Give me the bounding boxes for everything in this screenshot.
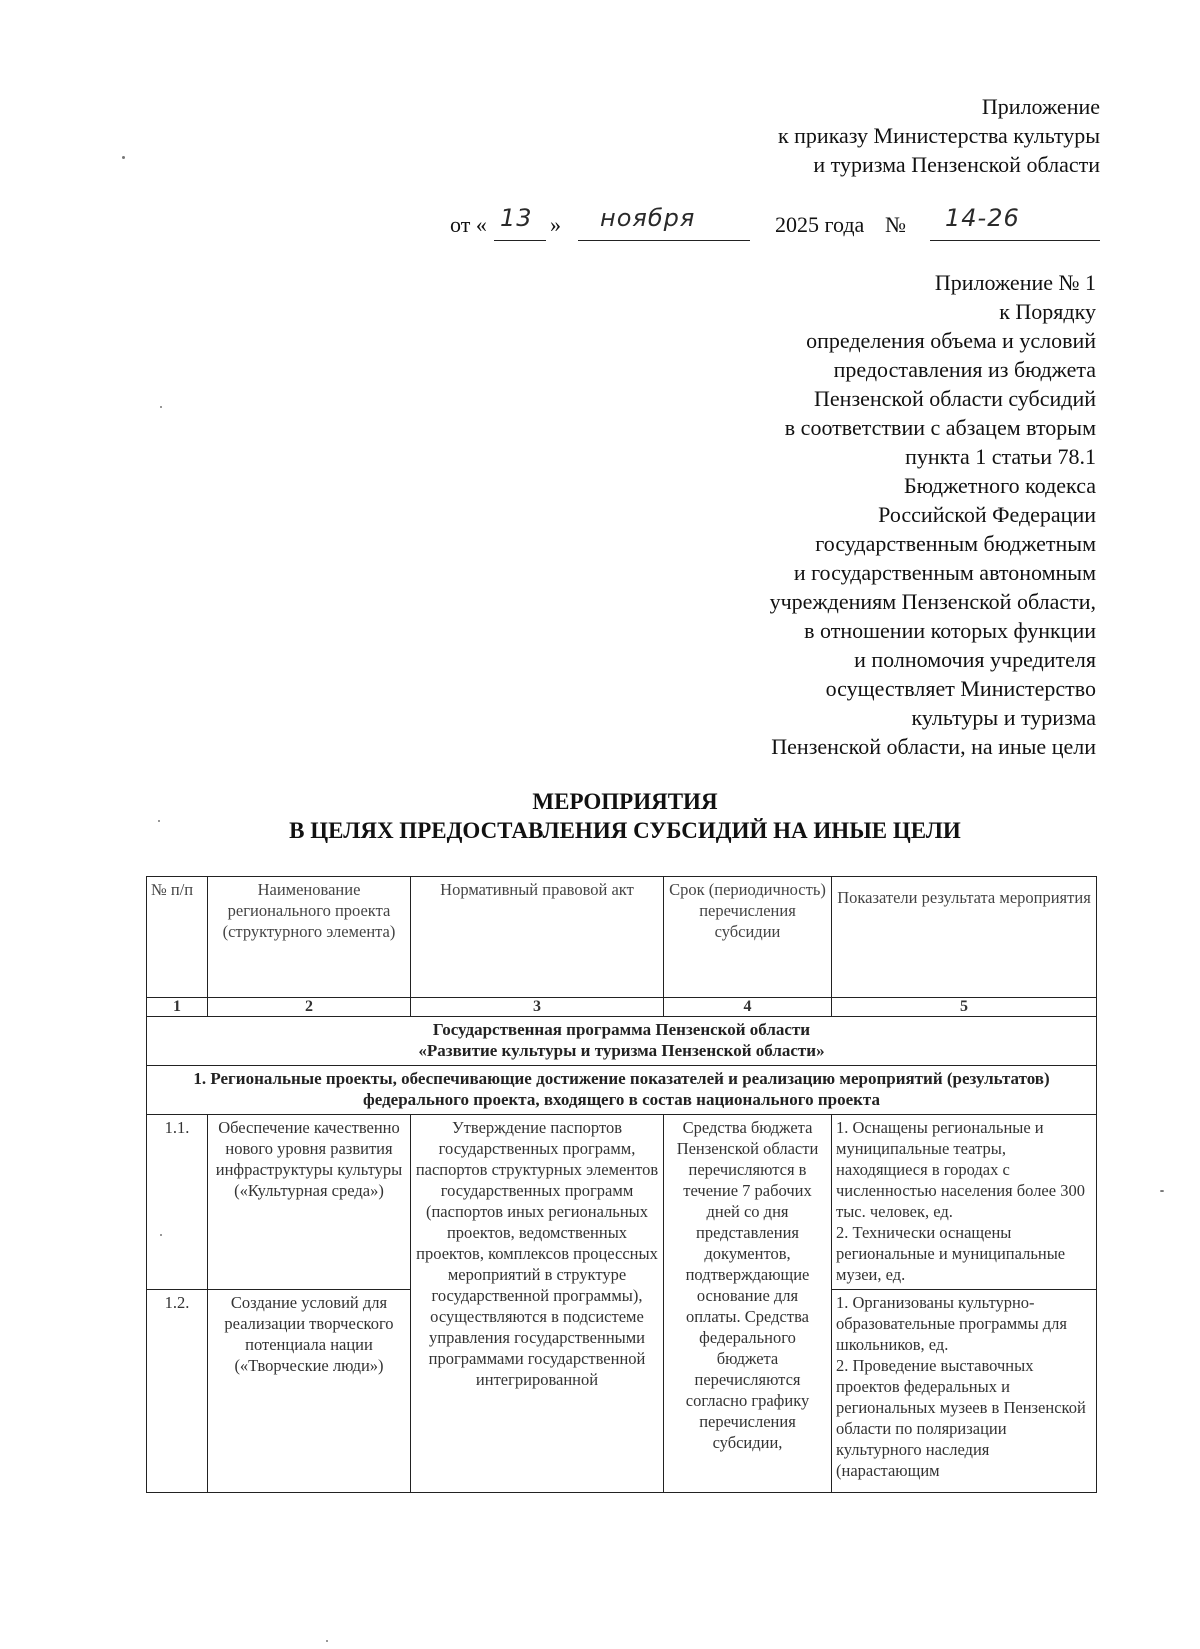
row-results: 1. Организованы культурно-образовательные программы для школьников, ед. 2. Проведение выставочных проектов федеральных и региональных музеев в Пензенской области по поляризации культурного наследия (нарастающим <box>832 1290 1097 1493</box>
appendix-header <box>560 92 1100 179</box>
appendix-line: предоставления из бюджета <box>833 357 1096 382</box>
header-cell-results: Показатели результата мероприятия <box>832 877 1097 998</box>
appendix-line: государственным бюджетным <box>815 531 1096 556</box>
appendix-line: осуществляет Министерство <box>825 676 1096 701</box>
program-line-2: «Развитие культуры и туризма Пензенской области» <box>418 1041 825 1060</box>
scan-speck <box>160 1234 162 1236</box>
order-year: 2025 года <box>775 212 865 237</box>
document-title <box>0 787 1200 845</box>
appendix-1-block <box>560 268 1096 761</box>
appendix-line: Пензенской области субсидий <box>814 386 1096 411</box>
term-cell: Средства бюджета Пензенской области перечисляются в течение 7 рабочих дней со дня представления документов, подтверждающие основание для оплаты. Средства федерального бюджета перечисляются согласно графику перечисления субсидии, <box>664 1115 832 1493</box>
day-underline <box>494 240 546 241</box>
header-line: и туризма Пензенской области <box>813 152 1100 177</box>
table-header-row <box>147 877 1097 998</box>
title-line-1: МЕРОПРИЯТИЯ <box>532 789 718 814</box>
program-title <box>147 1017 1097 1066</box>
number-underline <box>930 240 1100 241</box>
row-number: 1.2. <box>147 1290 208 1493</box>
column-number: 5 <box>832 998 1097 1017</box>
legal-act-cell: Утверждение паспортов государственных программ, паспортов структурных элементов государственных программ (паспортов иных региональных проектов, ведомственных проектов, комплексов процессных мероприятий в структуре государственной программы), осуществляются в подсистеме управления государственными программами государственной интегрированной <box>411 1115 664 1493</box>
order-date-line <box>450 204 1100 242</box>
row-results: 1. Оснащены региональные и муниципальные театры, находящиеся в городах с численностью населения более 300 тыс. человек, ед. 2. Технически оснащены региональные и муниципальные музеи, ед. <box>832 1115 1097 1290</box>
scan-speck <box>1160 1190 1164 1192</box>
order-day-handwritten: 13 <box>500 204 533 232</box>
row-project-name: Создание условий для реализации творческого потенциала нации («Творческие люди») <box>208 1290 411 1493</box>
order-month-handwritten: ноября <box>600 204 696 232</box>
row-number: 1.1. <box>147 1115 208 1290</box>
row-project-name: Обеспечение качественно нового уровня развития инфраструктуры культуры («Культурная среда») <box>208 1115 411 1290</box>
appendix-line: в соответствии с абзацем вторым <box>784 415 1096 440</box>
table-row <box>147 1115 1097 1290</box>
appendix-line: Пензенской области, на иные цели <box>771 734 1096 759</box>
order-number-handwritten: 14-26 <box>945 204 1020 232</box>
appendix-line: пункта 1 статьи 78.1 <box>905 444 1096 469</box>
header-line: Приложение <box>981 94 1100 119</box>
header-cell-legal-act: Нормативный правовой акт <box>411 877 664 998</box>
section-row <box>147 1066 1097 1115</box>
column-number: 3 <box>411 998 664 1017</box>
column-number: 2 <box>208 998 411 1017</box>
program-row <box>147 1017 1097 1066</box>
section-title: 1. Региональные проекты, обеспечивающие достижение показателей и реализацию мероприятий (результатов) федерального проекта, входящего в состав национального проекта <box>147 1066 1097 1115</box>
appendix-line: Бюджетного кодекса <box>903 473 1096 498</box>
measures-table <box>146 876 1097 1493</box>
scan-speck <box>160 406 162 408</box>
column-number: 1 <box>147 998 208 1017</box>
scan-speck <box>326 1640 328 1642</box>
order-from-prefix: от « <box>450 212 487 237</box>
appendix-line: в отношении которых функции <box>804 618 1096 643</box>
header-cell-number: № п/п <box>147 877 208 998</box>
header-cell-term: Срок (периодичность) перечисления субсидии <box>664 877 832 998</box>
column-number: 4 <box>664 998 832 1017</box>
title-line-2: В ЦЕЛЯХ ПРЕДОСТАВЛЕНИЯ СУБСИДИЙ НА ИНЫЕ ЦЕЛИ <box>289 818 961 843</box>
scan-speck <box>122 156 125 159</box>
appendix-line: учреждениям Пензенской области, <box>769 589 1096 614</box>
appendix-line: культуры и туризма <box>911 705 1096 730</box>
order-quote-close: » <box>550 212 561 237</box>
appendix-line: к Порядку <box>999 299 1096 324</box>
appendix-line: Приложение № 1 <box>934 270 1096 295</box>
program-line-1: Государственная программа Пензенской области <box>432 1020 811 1039</box>
column-number-row <box>147 998 1097 1017</box>
header-cell-project: Наименование регионального проекта (структурного элемента) <box>208 877 411 998</box>
order-number-sign: № <box>885 212 906 237</box>
appendix-line: и государственным автономным <box>793 560 1096 585</box>
appendix-line: и полномочия учредителя <box>854 647 1096 672</box>
appendix-line: Российской Федерации <box>878 502 1096 527</box>
scan-speck <box>158 820 160 822</box>
header-line: к приказу Министерства культуры <box>777 123 1100 148</box>
appendix-line: определения объема и условий <box>806 328 1096 353</box>
month-underline <box>578 240 750 241</box>
